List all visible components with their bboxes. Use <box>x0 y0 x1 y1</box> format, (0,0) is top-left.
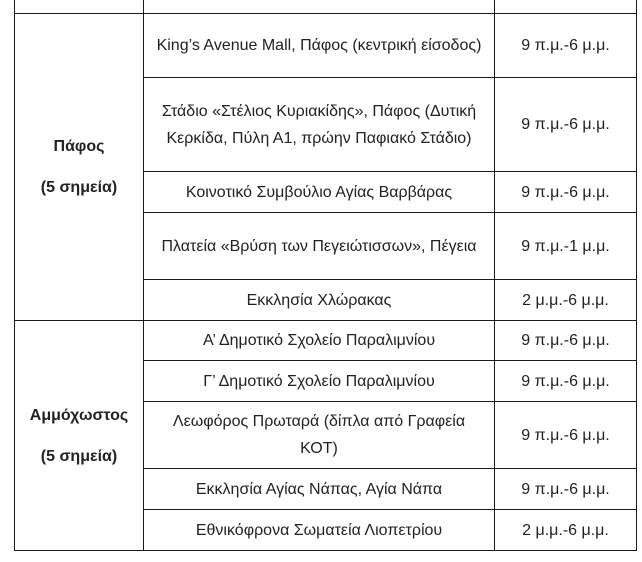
location-cell: Στάδιο «Στέλιος Κυριακίδης», Πάφος (Δυτική Κερκίδα, Πύλη Α1, πρώην Παφιακό Στάδιο) <box>144 78 495 172</box>
hours-cell: 2 μ.μ.-6 μ.μ. <box>495 280 637 321</box>
table-row <box>15 321 637 361</box>
region-name: Αμμόχωστος <box>29 406 129 424</box>
table-row-partial <box>15 0 637 14</box>
location-cell: Λεωφόρος Πρωταρά (δίπλα από Γραφεία ΚΟΤ) <box>144 402 495 469</box>
hours-cell: 9 π.μ.-6 μ.μ. <box>495 321 637 361</box>
region-count: (5 σημεία) <box>40 179 118 196</box>
location-cell: Εκκλησία Χλώρακας <box>144 280 495 321</box>
hours-cell: 9 π.μ.-1 μ.μ. <box>495 213 637 280</box>
location-cell: King’s Avenue Mall, Πάφος (κεντρική είσοδος) <box>144 14 495 78</box>
hours-cell: 9 π.μ.-6 μ.μ. <box>495 402 637 469</box>
location-cell: Γ’ Δημοτικό Σχολείο Παραλιμνίου <box>144 361 495 402</box>
vaccination-points-table <box>14 0 637 551</box>
hours-cell: 9 π.μ.-6 μ.μ. <box>495 469 637 510</box>
hours-cell: 9 π.μ.-6 μ.μ. <box>495 172 637 213</box>
hours-cell: 2 μ.μ.-6 μ.μ. <box>495 510 637 551</box>
location-cell: Εκκλησία Αγίας Νάπας, Αγία Νάπα <box>144 469 495 510</box>
table-row <box>15 14 637 78</box>
region-cell-ammochostos <box>15 321 144 551</box>
location-cell: Πλατεία «Βρύση των Πεγειώτισσων», Πέγεια <box>144 213 495 280</box>
hours-cell: 9 π.μ.-6 μ.μ. <box>495 78 637 172</box>
location-cell: Κοινοτικό Συμβούλιο Αγίας Βαρβάρας <box>144 172 495 213</box>
location-cell: Εθνικόφρονα Σωματεία Λιοπετρίου <box>144 510 495 551</box>
hours-cell: 9 π.μ.-6 μ.μ. <box>495 14 637 78</box>
region-name: Πάφος <box>53 138 105 155</box>
region-count: (5 σημεία) <box>40 447 118 465</box>
hours-cell <box>495 0 637 14</box>
region-cell-pafos <box>15 14 144 321</box>
region-cell <box>15 0 144 14</box>
location-cell <box>144 0 495 14</box>
location-cell: Α’ Δημοτικό Σχολείο Παραλιμνίου <box>144 321 495 361</box>
hours-cell: 9 π.μ.-6 μ.μ. <box>495 361 637 402</box>
